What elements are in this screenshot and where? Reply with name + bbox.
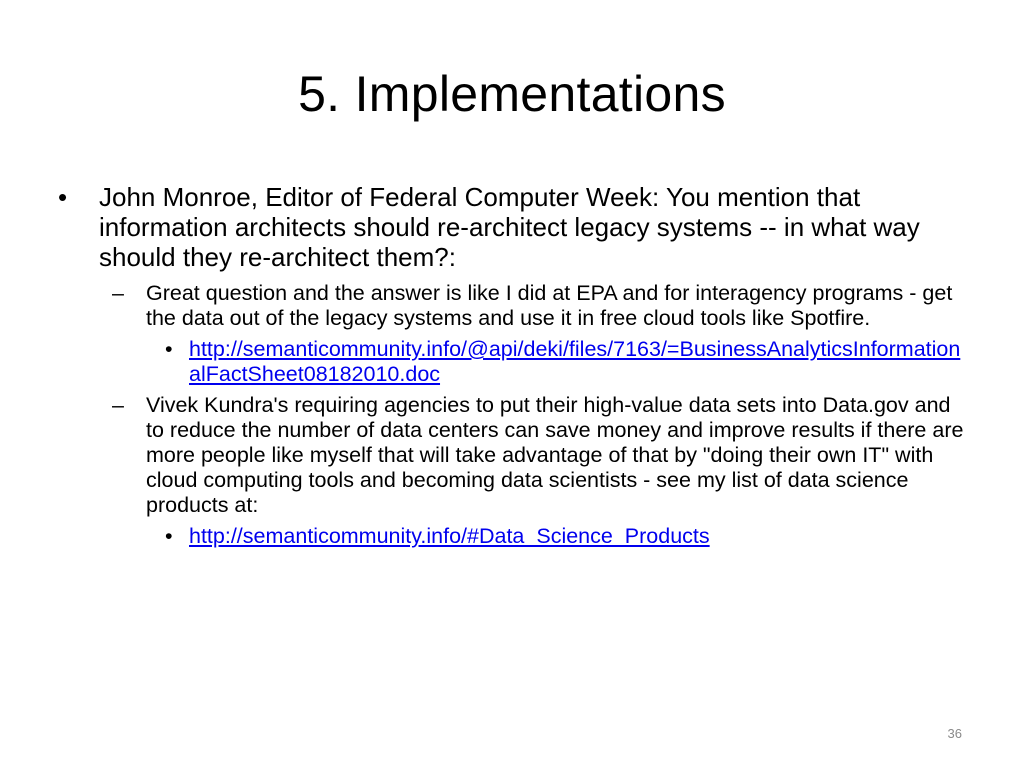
bullet-text: John Monroe, Editor of Federal Computer Week: You mention that information architects should re-architect legacy systems -- in what way should they re-architect them?: (99, 182, 920, 272)
slide-title: 5. Implementations (298, 66, 726, 122)
dash-marker: – (112, 281, 124, 305)
page-number: 36 (947, 726, 962, 741)
link-item-data-science-products (58, 524, 968, 549)
bullet-marker: • (58, 182, 68, 212)
link-item-fact-sheet (58, 337, 968, 387)
bullet-marker: • (165, 524, 173, 548)
sub-bullet-answer-epa (58, 281, 968, 331)
sub-bullet-text: Vivek Kundra's requiring agencies to put their high-value data sets into Data.gov and to reduce the number of data centers can save money and improve results if there are more people like myself that will take advantage of that by "doing their own IT" with cloud computing tools and becoming data scientists - see my list of data science products at: (146, 393, 964, 517)
sub-bullet-answer-kundra (58, 393, 968, 518)
bullet-item-question (58, 182, 968, 272)
data-science-products-link[interactable]: http://semanticommunity.info/#Data_Science_Products (189, 524, 710, 548)
dash-marker: – (112, 393, 124, 417)
sub-bullet-text: Great question and the answer is like I did at EPA and for interagency programs - get the data out of the legacy systems and use it in free cloud tools like Spotfire. (146, 281, 953, 330)
bullet-marker: • (165, 337, 173, 361)
fact-sheet-link[interactable]: http://semanticommunity.info/@api/deki/files/7163/=BusinessAnalyticsInformationalFactSheet08182010.doc (189, 337, 961, 386)
slide-body (58, 182, 968, 555)
